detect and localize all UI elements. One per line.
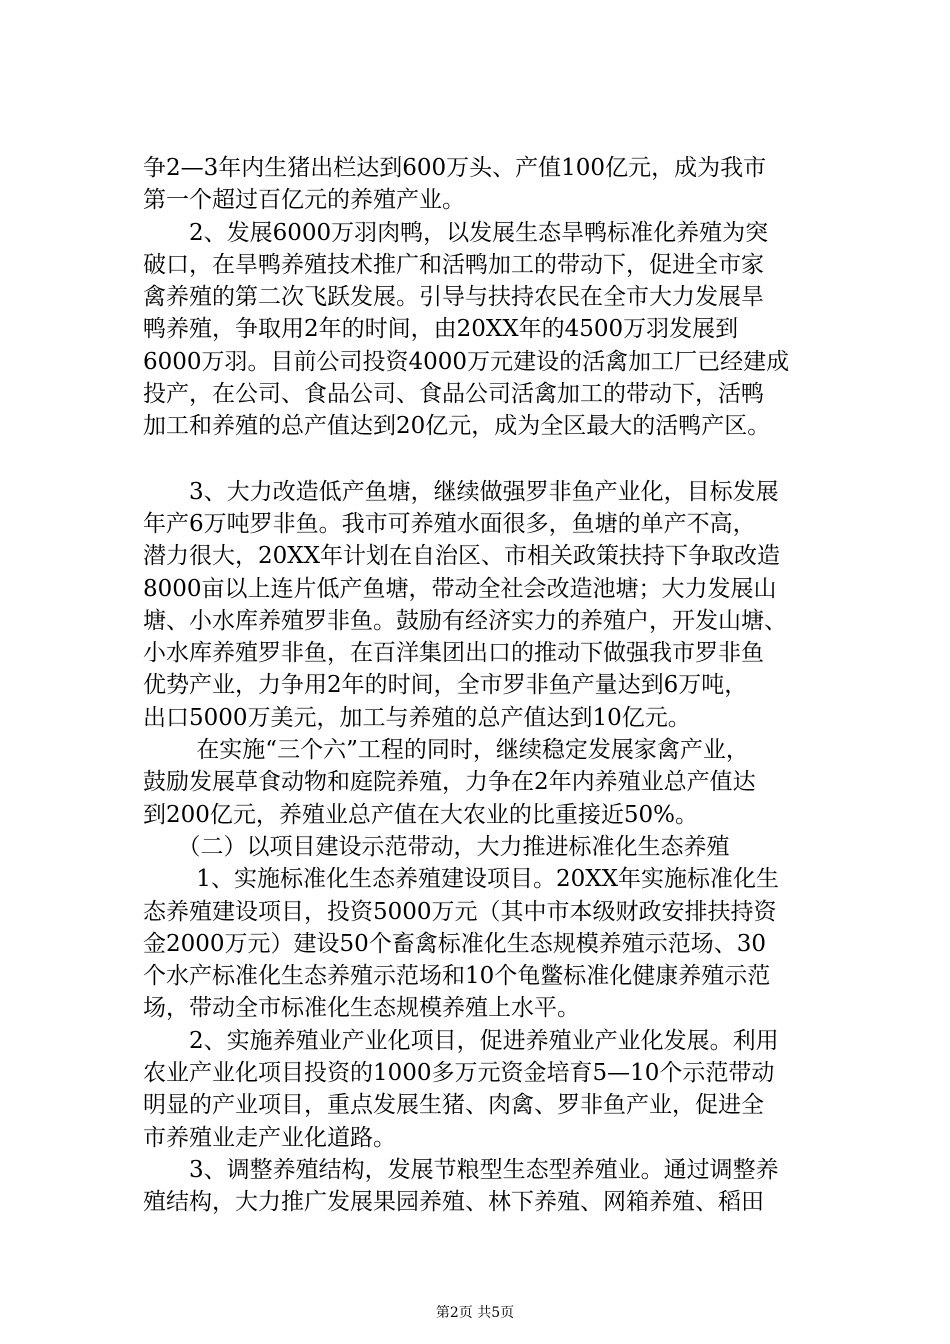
text-line: 鼓励发展草食动物和庭院养殖，力争在2年内养殖业总产值达	[143, 769, 756, 796]
text-line: 态养殖建设项目，投资5000万元（其中市本级财政安排扶持资	[143, 898, 777, 925]
text-line: （二）以项目建设示范带动，大力推进标准化生态养殖	[143, 833, 730, 860]
text-line: 场，带动全市标准化生态规模养殖上水平。	[143, 995, 580, 1022]
text-line: 市养殖业走产业化道路。	[143, 1124, 396, 1151]
text-line: 第一个超过百亿元的养殖产业。	[143, 187, 465, 214]
text-line: 农业产业化项目投资的1000多万元资金培育5—10个示范带动	[143, 1060, 775, 1087]
text-line: 加工和养殖的总产值达到20亿元，成为全区最大的活鸭产区。	[143, 413, 771, 440]
text-line: 鸭养殖，争取用2年的时间，由20XX年的4500万羽发展到	[143, 316, 739, 343]
text-line: 明显的产业项目，重点发展生猪、肉禽、罗非鱼产业，促进全	[143, 1092, 764, 1119]
text-line: 6000万羽。目前公司投资4000万元建设的活禽加工厂已经建成	[143, 348, 790, 375]
text-line: 金2000万元）建设50个畜禽标准化生态规模养殖示范场、30	[143, 930, 767, 957]
paragraph-gap	[143, 443, 833, 476]
text-line: 小水库养殖罗非鱼，在百洋集团出口的推动下做强我市罗非鱼	[143, 640, 764, 667]
text-line: 投产，在公司、食品公司、食品公司活禽加工的带动下，活鸭	[143, 381, 764, 408]
text-line: 3、调整养殖结构，发展节粮型生态型养殖业。通过调整养	[143, 1156, 779, 1183]
text-line: 个水产标准化生态养殖示范场和10个龟鳖标准化健康养殖示范	[143, 963, 771, 990]
text-line: 1、实施标准化生态养殖建设项目。20XX年实施标准化生	[143, 866, 779, 893]
text-line: 出口5000万美元，加工与养殖的总产值达到10亿元。	[143, 704, 691, 731]
document-body	[143, 152, 833, 1219]
text-line: 8000亩以上连片低产鱼塘，带动全社会改造池塘；大力发展山	[143, 575, 777, 602]
text-line: 优势产业，力争用2年的时间，全市罗非鱼产量达到6万吨，	[143, 672, 748, 699]
text-line: 年产6万吨罗非鱼。我市可养殖水面很多，鱼塘的单产不高，	[143, 510, 756, 537]
text-line: 禽养殖的第二次飞跃发展。引导与扶持农民在全市大力发展旱	[143, 284, 764, 311]
text-line: 殖结构，大力推广发展果园养殖、林下养殖、网箱养殖、稻田	[143, 1189, 764, 1216]
page-footer: 第2页 共5页	[435, 1305, 515, 1321]
text-line: 争2—3年内生猪出栏达到600万头、产值100亿元，成为我市	[143, 155, 767, 181]
text-line: 潜力很大，20XX年计划在自治区、市相关政策扶持下争取改造	[143, 543, 781, 570]
text-line: 2、发展6000万羽肉鸭，以发展生态旱鸭标准化养殖为突	[143, 219, 769, 246]
text-line: 破口，在旱鸭养殖技术推广和活鸭加工的带动下，促进全市家	[143, 251, 764, 278]
text-line: 塘、小水库养殖罗非鱼。鼓励有经济实力的养殖户，开发山塘、	[143, 607, 787, 634]
text-line: 2、实施养殖业产业化项目，促进养殖业产业化发展。利用	[143, 1027, 779, 1054]
text-line: 到200亿元，养殖业总产值在大农业的比重接近50%。	[143, 801, 699, 828]
text-line: 在实施“三个六”工程的同时，继续稳定发展家禽产业，	[143, 737, 749, 764]
text-line: 3、大力改造低产鱼塘，继续做强罗非鱼产业化，目标发展	[143, 478, 779, 505]
